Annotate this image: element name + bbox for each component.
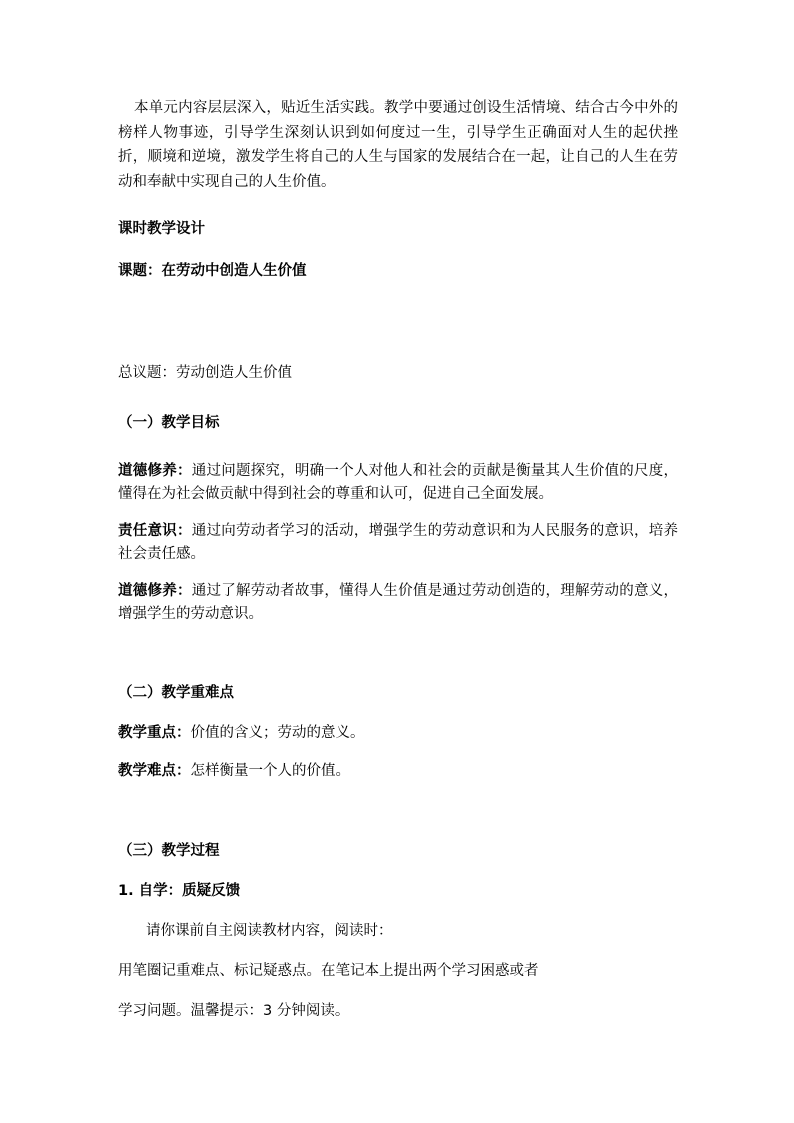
intro-paragraph: 本单元内容层层深入，贴近生活实践。教学中要通过创设生活情境、结合古今中外的榜样人物事迹，引导学生深刻认识到如何度过一生，引导学生正确面对人生的起伏挫折，顺境和逆境，激发学生将自己的人生与国家的发展结合在一起，让自己的人生在劳动和奉献中实现自己的人生价值。	[118, 100, 678, 190]
goal-item-1-label: 道德修养：	[118, 462, 192, 479]
goal-item-2	[118, 520, 678, 565]
general-topic: 总议题：劳动创造人生价值	[118, 365, 292, 381]
key-point-item-1	[118, 722, 678, 745]
goal-item-3-label: 道德修养：	[118, 582, 192, 599]
key-point-item-1-text: 价值的含义；劳动的意义。	[190, 725, 365, 741]
goals-heading: （一）教学目标	[118, 414, 220, 431]
key-point-item-2-label: 教学难点：	[118, 762, 191, 779]
goal-item-3-text: 通过了解劳动者故事，懂得人生价值是通过劳动创造的，理解劳动的意义，增强学生的劳动意识。	[118, 583, 678, 622]
lesson-title: 课题：在劳动中创造人生价值	[118, 263, 307, 279]
process-step-1-line-2: 用笔圈记重难点、标记疑惑点。在笔记本上提出两个学习困惑或者	[118, 963, 539, 979]
key-points-heading: （二）教学重难点	[118, 684, 234, 701]
process-step-1-line-1: 请你课前自主阅读教材内容，阅读时：	[146, 923, 393, 939]
goal-item-2-text: 通过向劳动者学习的活动，增强学生的劳动意识和为人民服务的意识，培养社会责任感。	[118, 523, 678, 562]
goal-item-2-label: 责任意识：	[118, 522, 192, 539]
section-heading-design: 课时教学设计	[118, 221, 205, 237]
process-heading: （三）教学过程	[118, 842, 220, 859]
key-point-item-2-text: 怎样衡量一个人的价值。	[190, 763, 350, 779]
key-point-item-1-label: 教学重点：	[118, 724, 191, 741]
key-point-item-2	[118, 760, 678, 783]
process-step-1-line-3: 学习问题。温馨提示：3 分钟阅读。	[118, 1003, 350, 1019]
goal-item-1	[118, 460, 678, 505]
goal-item-3	[118, 580, 678, 625]
goal-item-1-text: 通过问题探究，明确一个人对他人和社会的贡献是衡量其人生价值的尺度，懂得在为社会做贡献中得到社会的尊重和认可，促进自己全面发展。	[118, 463, 678, 502]
process-step-1-title: 1. 自学：质疑反馈	[118, 883, 241, 899]
